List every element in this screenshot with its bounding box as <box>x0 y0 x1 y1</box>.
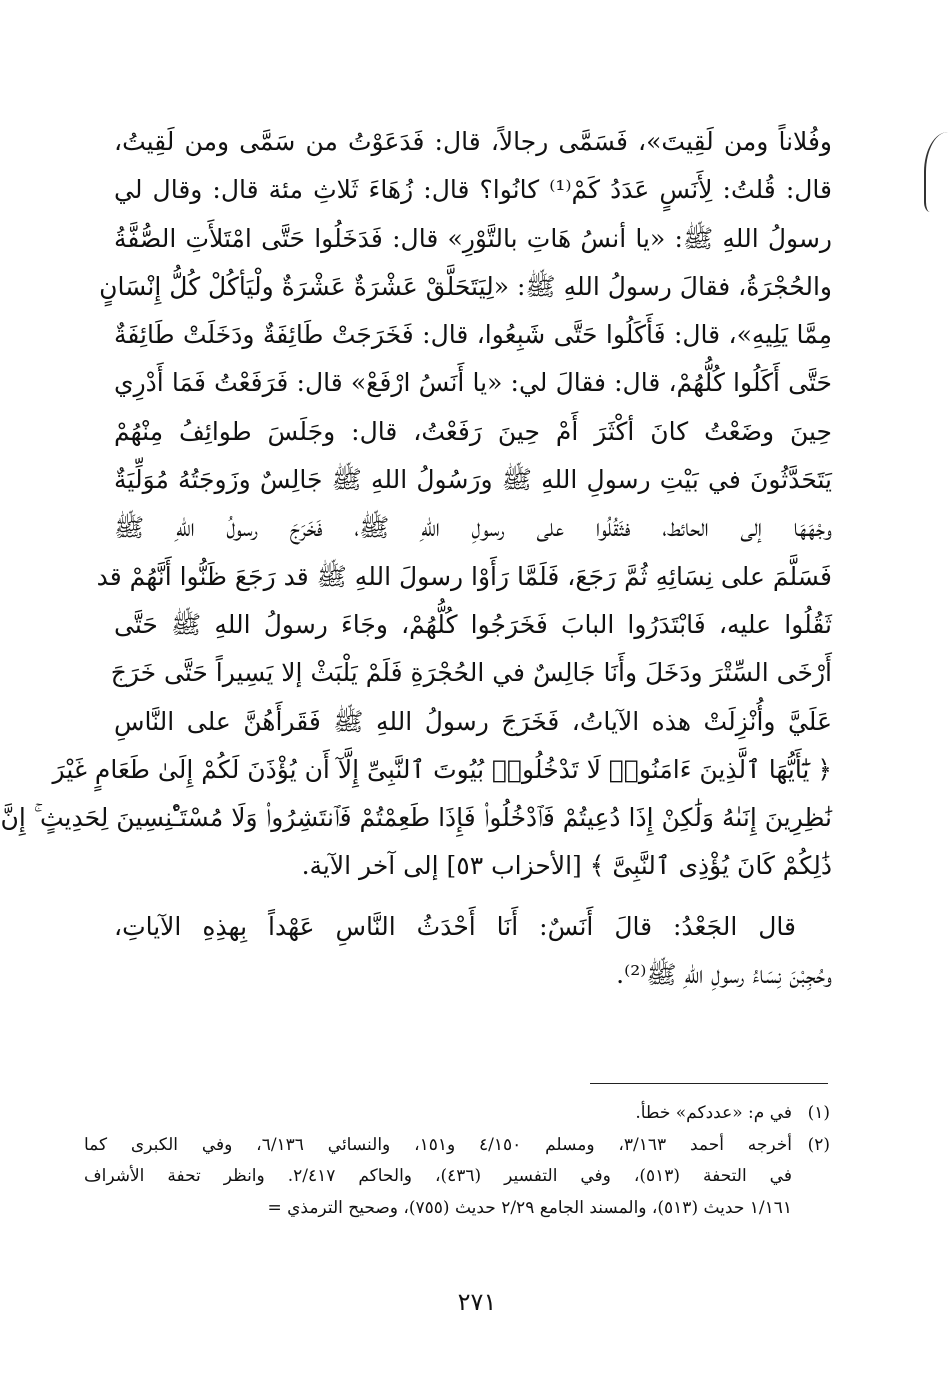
page-edge-curve <box>924 132 952 212</box>
footnotes <box>84 1098 830 1224</box>
footnote-line: في م: «عددكم» خطأ. <box>635 1103 792 1123</box>
text-line: والحُجْرَةُ، فقالَ رسولُ اللهِ ﷺ: «لِيَتَحَلَّقْ عَشْرَةٌ عَشْرَةٌ ولْيَأكُلْ كُلُّ إِنْسَانٍ <box>99 271 832 301</box>
footnote-number: (١) <box>807 1103 830 1123</box>
text-line: ثَقُلُوا عليه، فَابْتَدَرُوا البابَ فَخَرَجُوا كُلُّهُمْ، وجَاءَ رسولُ اللهِ ﷺ حَتَّى <box>114 609 832 639</box>
text-line: أَرْخَى السِّتْرَ ودَخَلَ وأَنَا جَالِسٌ في الحُجْرَةِ فَلَمْ يَلْبَثْ إلا يَسِيراً حَتَّى خَرَجَ <box>110 658 832 688</box>
quran-verse-line: ﴿ يَٰٓأَيُّهَا ٱلَّذِينَ ءَامَنُوا۟ لَا تَدْخُلُوا۟ بُيُوتَ ٱلنَّبِىِّ إِلَّآ أَن يُؤْذَنَ لَكُمْ إِلَىٰ طَعَامٍ غَيْرَ <box>52 754 832 784</box>
main-text <box>0 118 832 999</box>
text-line: رسولُ اللهِ ﷺ: «يا أنسُ هَاتِ بالتَّوْرِ» قال: فَدَخَلُوا حَتَّى امْتَلأَتِ الصُّفَّةُ <box>114 223 832 253</box>
text-line: وحُجِبْنَ نِسَاءُ رسولِ اللهِ ﷺ⁽²⁾. <box>616 960 832 990</box>
text-line: قال: قُلتُ: لِأَنَسٍ عَدَدُ كَمْ⁽¹⁾ كانُوا؟ قال: زُهَاءَ ثَلاثِ مئة قال: وقال لي <box>114 175 832 205</box>
footnote-text <box>84 1130 792 1225</box>
footnote-separator <box>590 1083 828 1084</box>
quran-verse-line: نَٰظِرِينَ إِنَىٰهُ وَلَٰكِنْ إِذَا دُعِيتُمْ فَٱدْخُلُوا۟ فَإِذَا طَعِمْتُمْ فَٱنتَشِرُوا۟ وَلَا مُسْتَـْٔنِسِينَ لِحَدِيثٍ ۚ إِنَّ <box>0 803 832 833</box>
footnote-2 <box>84 1130 830 1225</box>
footnote-1 <box>84 1098 830 1130</box>
text-line: حَتَّى أَكَلُوا كُلُّهُمْ، قال: فقالَ لي: «يا أَنَسُ ارْفَعْ» قال: فَرَفَعْتُ فَمَا أَدْرِي <box>114 368 832 398</box>
footnote-line: في التحفة (٥١٣)، وفي التفسير (٤٣٦)، والحاكم ٢/٤١٧. وانظر تحفة الأشراف <box>84 1166 792 1186</box>
footnote-line: أخرجه أحمد ٣/١٦٣، ومسلم ٤/١٥٠ و١٥١، والنسائي ٦/١٣٦، وفي الكبرى كما <box>84 1134 792 1155</box>
text-line: فَسَلَّمَ على نِسَائِهِ ثُمَّ رَجَعَ، فَلَمَّا رَأَوْا رسولَ اللهِ ﷺ قد رَجَعَ ظَنُّوا أَنَّهُمْ قد <box>96 561 832 591</box>
paragraph-2 <box>114 903 832 1000</box>
text-line: يَتَحَدَّثُونَ في بَيْتِ رسولِ اللهِ ﷺ ورَسُولُ اللهِ ﷺ جَالِسٌ وزَوجَتُهُ مُوَلِّيَةٌ <box>114 465 832 495</box>
page-number: ٢٧١ <box>457 1288 497 1316</box>
text-line: عَلَيَّ وأُنْزِلَتْ هذه الآياتُ، فَخَرَجَ رسولُ اللهِ ﷺ فَقَرأَهُنَّ على النَّاسِ <box>114 706 832 736</box>
quran-verse-line: ذَٰلِكُمْ كَانَ يُؤْذِى ٱلنَّبِىَّ ﴾ [الأحزاب ٥٣] إلى آخر الآية. <box>301 851 832 881</box>
footnote-text <box>84 1098 792 1130</box>
paragraph-1 <box>0 118 832 891</box>
text-line: قال الجَعْدُ: قالَ أَنَسٌ: أَنَا أَحْدَثُ النَّاسِ عَهْداً بِهذِهِ الآياتِ، <box>114 911 796 941</box>
footnote-number: (٢) <box>807 1134 830 1155</box>
text-line: مِمَّا يَلِيهِ»، قال: فَأَكَلُوا حَتَّى شَبِعُوا، قال: فَخَرَجَتْ طَائِفَةٌ ودَخَلَتْ طَائِفَةٌ <box>114 320 832 350</box>
text-line: حِينَ وضَعْتُ كانَ أكْثَرَ أَمْ حِينَ رَفَعْتُ، قال: وجَلَسَ طوائِفُ مِنْهُمْ <box>114 416 832 446</box>
text-line: وجْهَهَا إلى الحائط، فثَقُلُوا على رسولِ اللهِ ﷺ، فَخَرَجَ رسولُ اللهِ ﷺ <box>114 513 832 543</box>
footnote-line: ١/١٦١ حديث (٥١٣)، والمسند الجامع ٢/٢٩ حديث (٧٥٥)، وصحيح الترمذي = <box>267 1197 792 1218</box>
text-line: وفُلاناً ومن لَقِيتَ»، فَسَمَّى رجالاً، قال: فَدَعَوْتُ من سَمَّى ومن لَقِيتُ، <box>114 127 832 156</box>
